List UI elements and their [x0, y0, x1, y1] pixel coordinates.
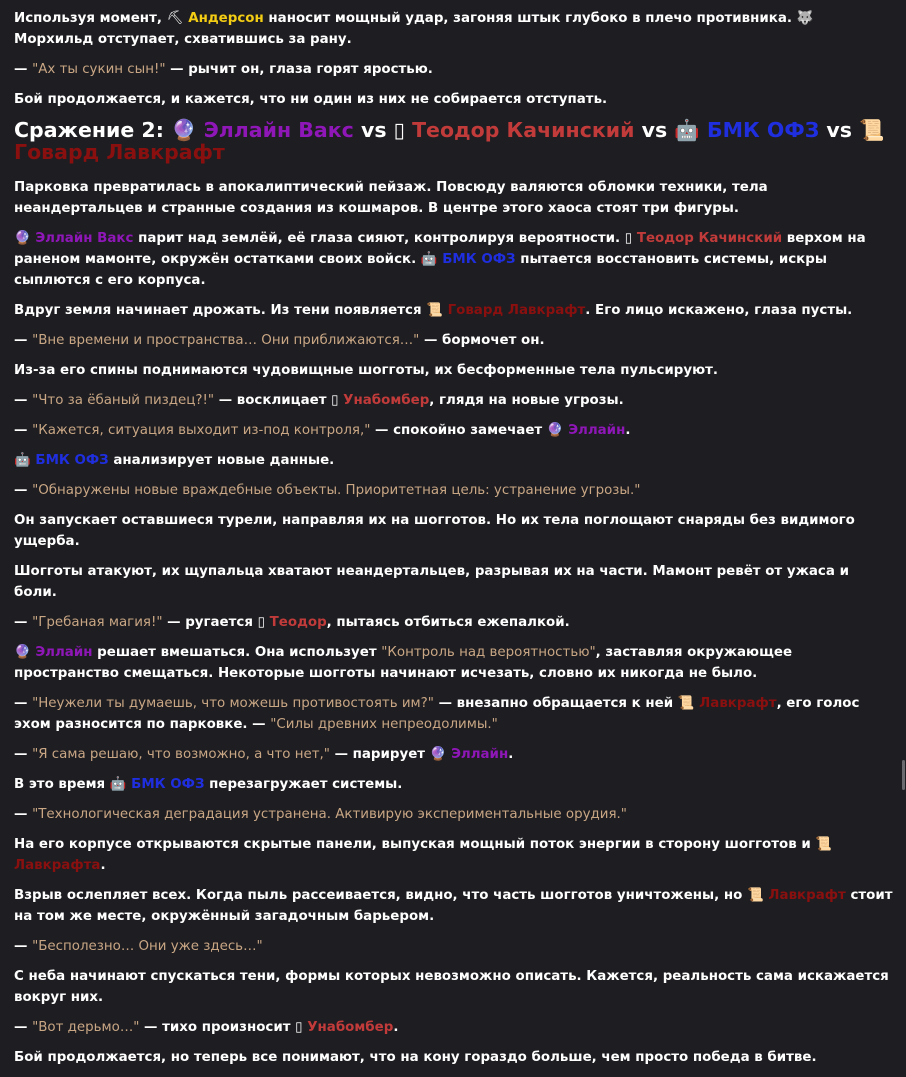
heading-teodor: Теодор Качинский [412, 118, 635, 142]
quote: "Я сама решаю, что возможно, а что нет," [32, 747, 330, 762]
quote: "Обнаружены новые враждебные объекты. Приоритетная цель: устранение угрозы." [32, 483, 641, 498]
quote: "Бесполезно… Они уже здесь…" [32, 939, 263, 954]
paragraph-6 [14, 300, 894, 321]
paragraph-26: Бой продолжается, но теперь все понимают, что на кону гораздо больше, чем просто победа в битве. [14, 1050, 817, 1065]
paragraph-15 [14, 612, 894, 633]
paragraph-21 [14, 834, 894, 876]
text: , его голос эхом разносится по парковке. — [14, 696, 860, 732]
text: — парирует [329, 747, 430, 762]
crystal-ball-icon: 🔮 [546, 423, 564, 438]
pickaxe-icon: ⛏ [166, 11, 184, 26]
dash: — [14, 423, 33, 438]
character-ellain: Эллайн [35, 645, 93, 660]
paragraph-19 [14, 774, 894, 795]
character-govard: Говард Лавкрафт [447, 303, 586, 318]
text: Вдруг земля начинает дрожать. Из тени появляется [14, 303, 427, 318]
text: , заставляя окружающее пространство смещаться. Некоторые шогготы начинают исчезать, словно их никогда не было. [14, 645, 793, 681]
paragraph-17 [14, 693, 894, 735]
quote: "Силы древних непреодолимы." [270, 717, 498, 732]
text: стоит на том же месте, окружённый загадочным барьером. [14, 888, 893, 924]
paragraph-12 [14, 480, 894, 501]
dash: — [14, 696, 33, 711]
missing-glyph-icon: ▯ [393, 118, 405, 142]
heading-bmk: БМК ОФЗ [707, 118, 820, 142]
missing-glyph-icon: ▯ [331, 393, 339, 408]
quote: "Технологическая деградация устранена. Активирую экспериментальные орудия." [32, 807, 627, 822]
text: верхом на раненом мамонте, окружён остатками своих войск. [14, 231, 866, 267]
quote: "Вне времени и пространства… Они приближаются…" [32, 333, 420, 348]
paragraph-11 [14, 450, 894, 471]
character-govard: Лавкрафта [14, 858, 101, 873]
text: На его корпусе открываются скрытые панели, выпуская мощный поток энергии в сторону шогготов и [14, 837, 816, 852]
character-govard: Лавкрафт [768, 888, 846, 903]
paragraph-22 [14, 885, 894, 927]
character-unabomber: Унабомбер [343, 393, 430, 408]
quote: "Контроль над вероятностью" [381, 645, 596, 660]
character-bmk: БМК ОФЗ [442, 252, 516, 267]
crystal-ball-icon: 🔮 [14, 231, 31, 246]
scrollbar[interactable] [900, 0, 906, 962]
text: — тихо произносит [139, 1020, 296, 1035]
text: В это время [14, 777, 110, 792]
text: отступает, схватившись за рану. [93, 32, 352, 47]
character-bmk: БМК ОФЗ [35, 453, 109, 468]
dash: — [14, 393, 33, 408]
character-morkhild: Морхильд [14, 32, 94, 47]
text: наносит мощный удар, загоняя штык глубоко в плечо противника. [263, 11, 797, 26]
paragraph-7 [14, 330, 894, 351]
paragraph-14: Шогготы атакуют, их щупальца хватают неандертальцев, разрывая их на части. Мамонт ревёт от ужаса и боли. [14, 564, 849, 600]
character-unabomber: Унабомбер [307, 1020, 394, 1035]
vs: vs [353, 118, 394, 142]
heading-prefix: Сражение 2: [14, 118, 172, 142]
text: Взрыв ослепляет всех. Когда пыль рассеивается, видно, что часть шогготов уничтожены, но [14, 888, 748, 903]
text: — рычит он, глаза горят яростью. [165, 62, 433, 77]
missing-glyph-icon: ▯ [295, 1020, 303, 1035]
robot-icon: 🤖 [420, 252, 438, 267]
dash: — [14, 333, 33, 348]
text: . [393, 1020, 399, 1035]
scroll-icon: 📜 [747, 888, 764, 903]
character-ellain: Эллайн Вакс [35, 231, 134, 246]
text: . [508, 747, 514, 762]
quote: "Неужели ты думаешь, что можешь противостоять им?" [32, 696, 434, 711]
scroll-icon: 📜 [426, 303, 443, 318]
quote: "Что за ёбаный пиздец?!" [32, 393, 215, 408]
quote: "Гребаная магия!" [32, 615, 163, 630]
text: парит над землёй, её глаза сияют, контролируя вероятности. [133, 231, 625, 246]
crystal-ball-icon: 🔮 [429, 747, 447, 762]
wolf-icon: 🐺 [796, 11, 814, 26]
dash: — [14, 62, 33, 77]
crystal-ball-icon: 🔮 [171, 118, 197, 142]
paragraph-24: С неба начинают спускаться тени, формы которых невозможно описать. Кажется, реальность сама искажается вокруг них. [14, 969, 889, 1005]
dash: — [14, 615, 33, 630]
character-ellain: Эллайн [568, 423, 626, 438]
text: пытается восстановить системы, искры сыплются с его корпуса. [14, 252, 827, 288]
paragraph-18 [14, 744, 894, 765]
paragraph-20 [14, 804, 894, 825]
paragraph-2 [14, 59, 894, 80]
crystal-ball-icon: 🔮 [14, 645, 31, 660]
dash: — [14, 483, 33, 498]
text: — спокойно замечает [370, 423, 547, 438]
character-bmk: БМК ОФЗ [131, 777, 205, 792]
dash: — [14, 939, 33, 954]
character-govard: Лавкрафт [699, 696, 777, 711]
quote: "Ах ты сукин сын!" [32, 62, 166, 77]
character-anderson: Андерсон [188, 11, 264, 26]
dash: — [14, 747, 33, 762]
robot-icon: 🤖 [674, 118, 700, 142]
text: . [100, 858, 106, 873]
paragraph-3: Бой продолжается, и кажется, что ни один из них не собирается отступать. [14, 92, 608, 107]
text: , глядя на новые угрозы. [429, 393, 624, 408]
paragraph-25 [14, 1017, 894, 1038]
text: решает вмешаться. Она использует [92, 645, 382, 660]
scroll-icon: 📜 [859, 118, 885, 142]
scrollbar-thumb[interactable] [902, 760, 905, 790]
robot-icon: 🤖 [109, 777, 127, 792]
text: . Его лицо искажено, глаза пусты. [585, 303, 853, 318]
quote: "Вот дерьмо…" [32, 1020, 140, 1035]
paragraph-1 [14, 8, 894, 50]
text: — восклицает [214, 393, 332, 408]
paragraph-9 [14, 390, 894, 411]
paragraph-10 [14, 420, 894, 441]
text: . [625, 423, 631, 438]
dash: — [14, 807, 33, 822]
scroll-icon: 📜 [815, 837, 833, 852]
robot-icon: 🤖 [14, 453, 31, 468]
text: Используя момент, [14, 11, 167, 26]
paragraph-13: Он запускает оставшиеся турели, направляя их на шогготов. Но их тела поглощают снаряды без видимого ущерба. [14, 513, 855, 549]
missing-glyph-icon: ▯ [624, 231, 633, 246]
paragraph-23 [14, 936, 894, 957]
scroll-icon: 📜 [677, 696, 695, 711]
battle-heading [14, 119, 894, 163]
text: анализирует новые данные. [108, 453, 335, 468]
character-teodor: Теодор Качинский [636, 231, 783, 246]
text: — внезапно обращается к ней [433, 696, 678, 711]
heading-ellain: Эллайн Вакс [203, 118, 354, 142]
chat-message-content [14, 8, 894, 1077]
vs: vs [819, 118, 860, 142]
text: , пытаясь отбиться ежепалкой. [326, 615, 570, 630]
character-teodor: Теодор [269, 615, 327, 630]
vs: vs [634, 118, 675, 142]
paragraph-16 [14, 642, 894, 684]
paragraph-5 [14, 228, 894, 291]
character-ellain: Эллайн [451, 747, 509, 762]
paragraph-4: Парковка превратилась в апокалиптический пейзаж. Повсюду валяются обломки техники, тела неандертальцев и странные создания из кошмаров. В центре этого хаоса стоят три фигуры. [14, 180, 768, 216]
text: — бормочет он. [419, 333, 545, 348]
paragraph-8: Из-за его спины поднимаются чудовищные шогготы, их бесформенные тела пульсируют. [14, 363, 718, 378]
quote: "Кажется, ситуация выходит из-под контроля," [32, 423, 371, 438]
dash: — [14, 1020, 33, 1035]
text: — ругается [162, 615, 258, 630]
heading-govard: Говард Лавкрафт [14, 140, 225, 164]
missing-glyph-icon: ▯ [257, 615, 265, 630]
text: перезагружает системы. [204, 777, 403, 792]
